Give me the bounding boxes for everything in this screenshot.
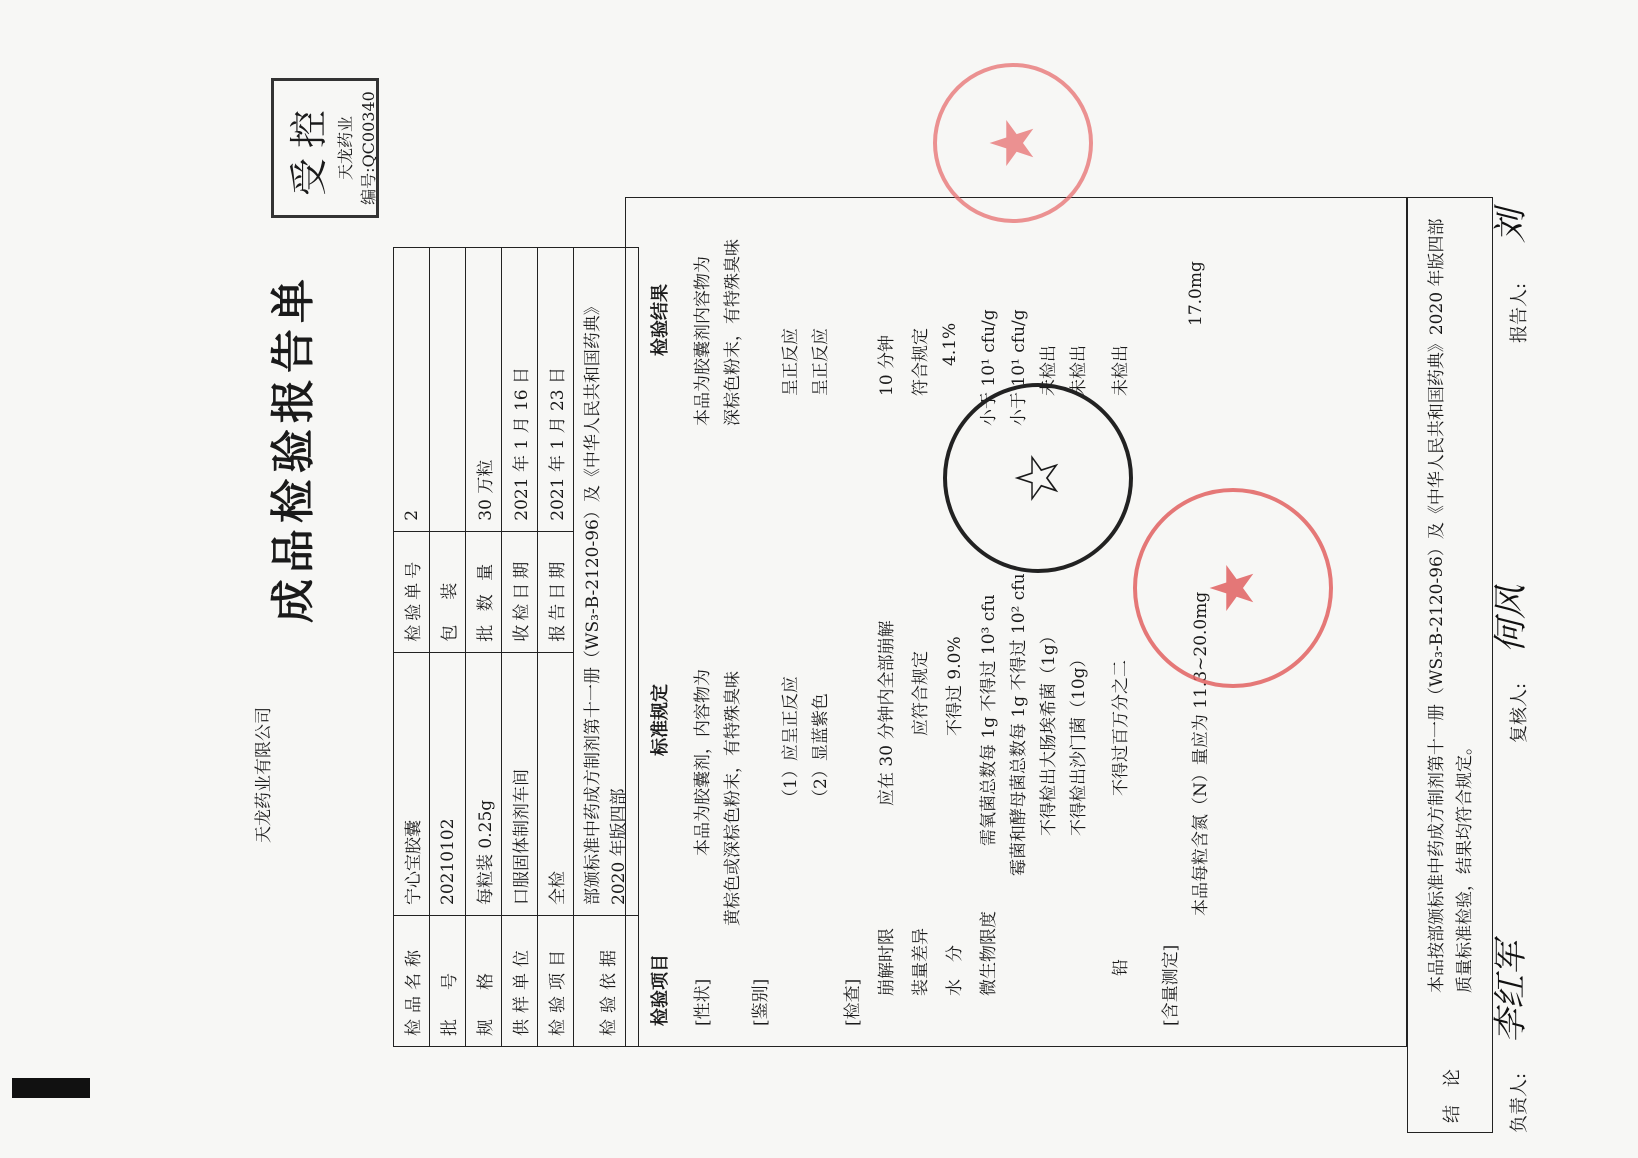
value-batch-no: 20210102	[430, 652, 466, 915]
label-spec: 规 格	[466, 916, 502, 1047]
lead-label: 铅	[1111, 959, 1131, 976]
table-row	[466, 248, 502, 1047]
fill-result: 符合规定	[911, 328, 931, 396]
assay-standard: 本品每粒含氮（N）量应为 11.3~20.0mg	[1191, 591, 1211, 916]
reporter-signature: 刘	[1491, 209, 1531, 243]
section-inspection: [检查]	[843, 978, 863, 1026]
microbial-result-2: 小于 10¹ cfu/g	[1009, 309, 1029, 426]
document-page	[243, 15, 1531, 1143]
microbial-label: 微生物限度	[979, 911, 999, 996]
water-label: 水 分	[945, 945, 965, 996]
responsible-label: 负责人:	[1509, 1072, 1530, 1133]
section-assay: [含量测定]	[1161, 944, 1181, 1026]
label-report-date: 报告日期	[538, 531, 574, 652]
label-batch-qty: 批 数 量	[466, 531, 502, 652]
id2-result: 呈正反应	[811, 328, 831, 396]
value-product-name: 宁心宝胶囊	[394, 652, 430, 915]
conclusion-label: 结论	[1442, 1051, 1463, 1123]
info-table	[393, 247, 639, 1047]
char-result-2: 深棕色粉末，有特殊臭味	[723, 239, 743, 426]
table-row	[502, 248, 538, 1047]
stamp-company: 天龙药业	[336, 116, 355, 181]
water-standard: 不得过 9.0%	[945, 636, 965, 736]
value-received-date: 2021 年 1 月 16 日	[502, 248, 538, 532]
microbial-standard-4: 不得检出沙门菌（10g）	[1069, 650, 1089, 836]
label-product-name: 检品名称	[394, 916, 430, 1047]
section-character: [性状]	[693, 978, 713, 1026]
table-row	[538, 248, 574, 1047]
seal-star-icon: ★	[978, 116, 1048, 170]
column-head-standard: 标准规定	[650, 684, 671, 756]
seal-star-icon: ☆	[1003, 451, 1073, 505]
company-name: 天龙药业有限公司	[254, 707, 274, 843]
scan-edge-mark	[12, 1078, 90, 1098]
controlled-stamp	[271, 78, 379, 218]
inspection-seal-red	[1133, 488, 1333, 688]
char-standard-1: 本品为胶囊剂，内容物为	[693, 669, 713, 856]
label-package: 包 装	[430, 531, 466, 652]
disintegration-result: 10 分钟	[877, 334, 897, 396]
section-identification: [鉴别]	[751, 978, 771, 1026]
reviewer-label: 复核人:	[1509, 682, 1530, 743]
value-basis: 部颁标准中药成方制剂第十一册（WS₃-B-2120-96）及《中华人民共和国药典》2020 年版四部	[574, 248, 639, 916]
reviewer-signature: 何风	[1491, 585, 1531, 653]
fill-standard: 应符合规定	[911, 651, 931, 736]
microbial-standard-3: 不得检出大肠埃希菌（1g）	[1039, 627, 1059, 836]
label-batch-no: 批 号	[430, 916, 466, 1047]
label-supplier: 供样单位	[502, 916, 538, 1047]
conclusion-text: 本品按部颁标准中药成方制剂第十一册（WS₃-B-2120-96）及《中华人民共和国药典》2020 年版四部质量标准检验，结果均符合规定。	[1427, 218, 1475, 993]
table-row	[394, 248, 430, 1047]
fill-label: 装量差异	[911, 928, 931, 996]
value-batch-qty: 30 万粒	[466, 248, 502, 532]
table-row	[430, 248, 466, 1047]
char-result-1: 本品为胶囊剂内容物为	[693, 256, 713, 426]
lead-standard: 不得过百万分之二	[1111, 660, 1131, 796]
id1-result: 呈正反应	[781, 328, 801, 396]
reporter-label: 报告人:	[1509, 282, 1530, 343]
label-report-no: 检验单号	[394, 531, 430, 652]
water-result: 4.1%	[940, 322, 960, 366]
disintegration-standard: 应在 30 分钟内全部崩解	[877, 620, 897, 806]
microbial-result-4: 未检出	[1069, 345, 1089, 396]
value-supplier: 口服固体制剂车间	[502, 652, 538, 915]
seal-star-icon: ★	[1198, 561, 1268, 615]
lead-result: 未检出	[1111, 345, 1131, 396]
column-head-result: 检验结果	[650, 284, 671, 356]
value-package	[430, 248, 466, 532]
microbial-result-1: 小于 10¹ cfu/g	[979, 309, 999, 426]
disintegration-label: 崩解时限	[877, 928, 897, 996]
value-report-date: 2021 年 1 月 23 日	[538, 248, 574, 532]
assay-result: 17.0mg	[1186, 261, 1206, 326]
microbial-standard-1: 需氧菌总数每 1g 不得过 10³ cfu	[979, 594, 999, 846]
label-received-date: 收检日期	[502, 531, 538, 652]
label-basis: 检验依据	[574, 916, 639, 1047]
stamp-code: 编号:QC00340	[359, 91, 378, 205]
company-seal-red	[933, 63, 1093, 223]
value-report-no: 2	[394, 248, 430, 532]
id2-standard: （2）显蓝紫色	[811, 693, 831, 806]
document-title: 成品检验报告单	[268, 273, 319, 623]
id1-standard: （1）应呈正反应	[781, 676, 801, 806]
stamp-main-text: 受控	[287, 100, 331, 197]
value-test-items: 全检	[538, 652, 574, 915]
char-standard-2: 黄棕色或深棕色粉末，有特殊臭味	[723, 671, 743, 926]
label-test-items: 检验项目	[538, 916, 574, 1047]
column-head-item: 检验项目	[650, 954, 671, 1026]
microbial-standard-2: 霉菌和酵母菌总数每 1g 不得过 10² cfu	[1009, 573, 1029, 876]
inspection-seal-black	[943, 383, 1133, 573]
microbial-result-3: 未检出	[1039, 345, 1059, 396]
responsible-signature: 李红军	[1491, 941, 1531, 1043]
value-spec: 每粒装 0.25g	[466, 652, 502, 915]
